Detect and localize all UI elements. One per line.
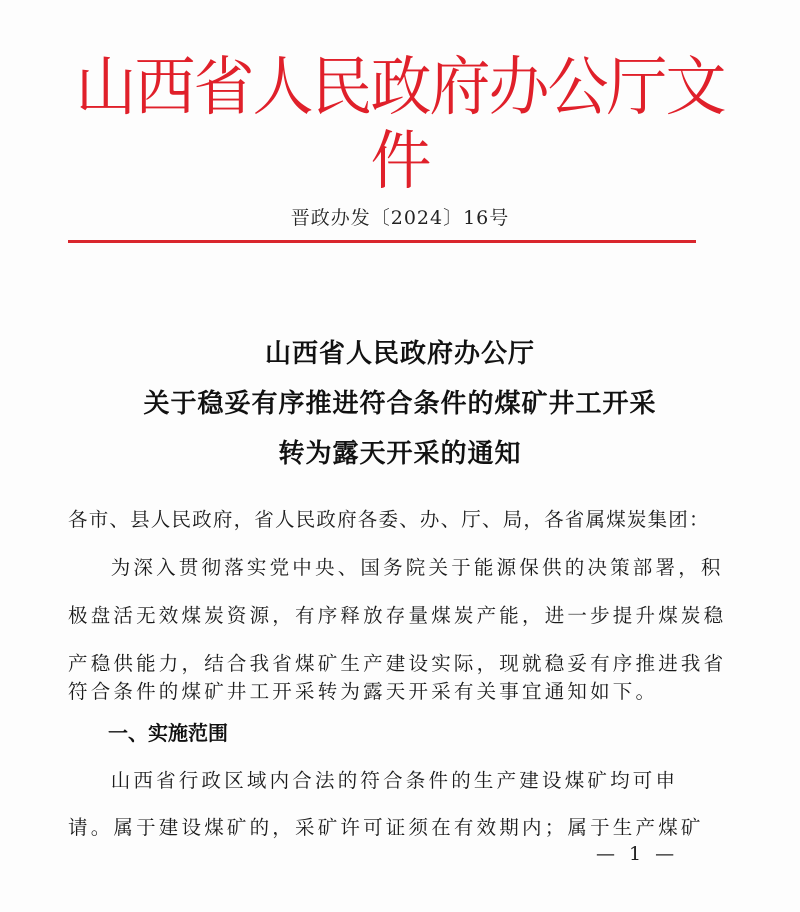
page-number: — 1 — bbox=[596, 843, 679, 865]
notice-title-line-1: 山西省人民政府办公厅 bbox=[264, 339, 535, 369]
section-heading: 一、实施范围 bbox=[108, 721, 228, 745]
section-line: 山西省行政区域内合法的符合条件的生产建设煤矿均可申 bbox=[88, 769, 679, 792]
section-line: 请。属于建设煤矿的，采矿许可证须在有效期内；属于生产煤矿 bbox=[68, 816, 704, 839]
intro-line: 符合条件的煤矿井工开采转为露天开采有关事宜通知如下。 bbox=[68, 680, 659, 703]
notice-title-line-2: 关于稳妥有序推进符合条件的煤矿井工开采 bbox=[143, 389, 657, 419]
intro-line: 产稳供能力，结合我省煤矿生产建设实际，现就稳妥有序推进我省 bbox=[68, 652, 727, 675]
notice-title-line-3: 转为露天开采的通知 bbox=[278, 439, 522, 469]
intro-line: 为深入贯彻落实党中央、国务院关于能源保供的决策部署，积 bbox=[88, 556, 724, 579]
masthead-title: 山西省人民政府办公厅文件 bbox=[75, 50, 725, 199]
red-divider bbox=[68, 240, 696, 243]
salutation: 各市、县人民政府，省人民政府各委、办、厅、局，各省属煤炭集团： bbox=[68, 508, 710, 531]
document-number: 晋政办发〔2024〕16号 bbox=[290, 207, 510, 229]
intro-line: 极盘活无效煤炭资源，有序释放存量煤炭产能，进一步提升煤炭稳 bbox=[68, 604, 727, 627]
